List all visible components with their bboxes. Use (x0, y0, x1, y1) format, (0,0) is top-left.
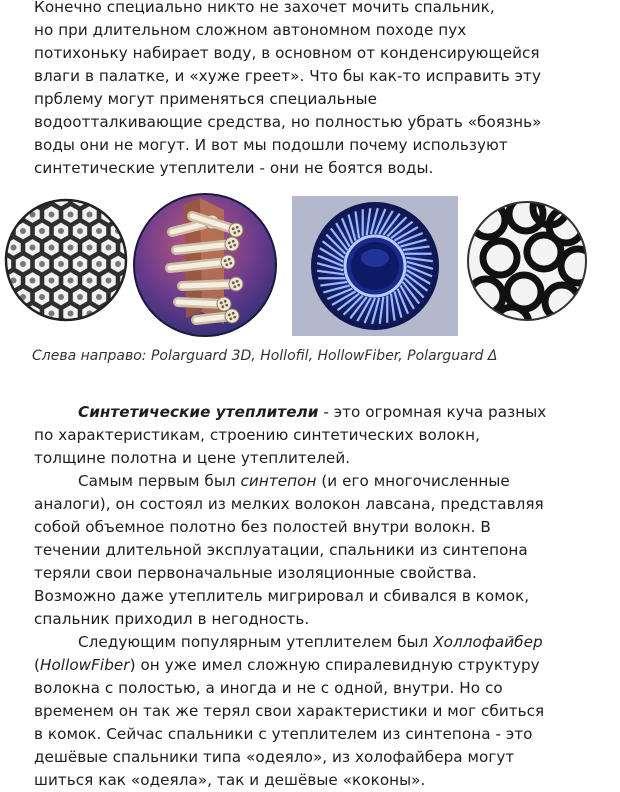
body-line: Самым первым был синтепон (и его многочисленные (34, 470, 604, 493)
intro-line: прблему могут применяться специальные (34, 88, 604, 111)
fiber-core (125, 278, 129, 284)
fiber-end (229, 223, 243, 237)
fiber-cell (119, 304, 128, 323)
fiber-cell (109, 198, 126, 208)
fiber-core (125, 311, 129, 317)
fiber-core (49, 245, 55, 251)
intro-line: но при длительном сложном автономном походе пух (34, 19, 604, 42)
fiber-core (20, 228, 26, 234)
hollowfiber-image (292, 196, 458, 336)
fiber-core (115, 198, 121, 201)
body-line: шиться как «одеяла», так и дешёвые «коконы». (34, 769, 604, 792)
body-line: течении длительной эксплуатации, спальники из синтепона (34, 539, 604, 562)
fiber-core (39, 261, 45, 267)
term-hollofiber: Холлофайбер (433, 633, 542, 651)
fiber-end (217, 297, 231, 311)
body-text (34, 401, 604, 792)
fiber-end (225, 237, 239, 251)
fiber-core (49, 278, 55, 284)
intro-paragraph (34, 0, 604, 180)
fiber-cell (5, 304, 22, 323)
fiber-core (39, 198, 45, 201)
polarguard-delta-image (466, 200, 588, 322)
intro-line: водоотталкивающие средства, но полностью убрать «боязнь» (34, 111, 604, 134)
term-synthetic-insulation: Синтетические утеплители (78, 403, 318, 421)
fiber-core (87, 245, 93, 251)
fiber-core (20, 198, 26, 201)
fiber-core (106, 311, 112, 317)
fiber-core (58, 228, 64, 234)
body-line: теряли свои первоначальные изоляционные свойства. (34, 562, 604, 585)
fiber-core (96, 198, 102, 201)
fiber-core (68, 212, 74, 218)
body-line: дешёвые спальники типа «одеяло», из холофайбера могут (34, 746, 604, 769)
body-line: Синтетические утеплители - это огромная куча разных (34, 401, 604, 424)
fiber-end (229, 277, 243, 291)
fiber-core (87, 212, 93, 218)
polarguard-3d-image (4, 198, 128, 322)
fiber-highlight (182, 284, 236, 286)
body-line: временем он так же терял свои характеристики и мог сбиться (34, 700, 604, 723)
fiber-core (106, 278, 112, 284)
fiber-core (96, 294, 102, 300)
fiber-core (4, 294, 7, 300)
body-line: по характеристикам, строению синтетических волокн, (34, 424, 604, 447)
fiber-core (96, 228, 102, 234)
hollofil-image (132, 192, 278, 338)
fiber-core (68, 278, 74, 284)
fiber-core (11, 245, 17, 251)
fiber-core (39, 228, 45, 234)
fiber-core (30, 245, 36, 251)
fiber-end (225, 309, 239, 323)
fiber-core (77, 228, 83, 234)
fiber-core (11, 212, 17, 218)
fiber-core (4, 198, 7, 201)
body-line: Возможно даже утеплитель мигрировал и сбивался в комок, (34, 585, 604, 608)
fiber-cell (14, 198, 31, 208)
body-line: спальник приходил в негодность. (34, 608, 604, 631)
intro-line: влаги в палатке, и «хуже греет». Что бы как-то исправить эту (34, 65, 604, 88)
intro-line: воды они не могут. И вот мы подошли почему используют (34, 134, 604, 157)
body-line: собой объемное полотно без полостей внутри волокн. В (34, 516, 604, 539)
fiber-cell (4, 287, 13, 307)
fiber-core (30, 278, 36, 284)
figure-caption: Слева направо: Polarguard 3D, Hollofil, HollowFiber, Polarguard Δ (32, 348, 612, 364)
body-line: (HollowFiber) он уже имел сложную спиралевидную структуру (34, 654, 604, 677)
intro-line: потихоньку набирает воду, в основном от конденсирующейся (34, 42, 604, 65)
term-sintepon: синтепон (241, 472, 317, 490)
fiber-core (87, 278, 93, 284)
intro-line: Конечно специально никто не захочет мочить спальник, (34, 0, 604, 19)
body-line: Следующим популярным утеплителем был Холлофайбер (34, 631, 604, 654)
body-line: волокна с полостью, а иногда и не с одной, внутри. Но со (34, 677, 604, 700)
fiber-core (39, 294, 45, 300)
fiber-cell (119, 205, 128, 225)
fiber-core (115, 261, 121, 267)
fiber-core (68, 245, 74, 251)
fiber-core (96, 261, 102, 267)
fiber-images-row (0, 192, 620, 342)
body-line: в комок. Сейчас спальники с утеплителем из синтепона - это (34, 723, 604, 746)
body-line: толщине полотна и цене утеплителей. (34, 447, 604, 470)
fiber-core (77, 294, 83, 300)
term-hollowfiber: HollowFiber (40, 656, 130, 674)
fiber-core (20, 261, 26, 267)
fiber-core (49, 212, 55, 218)
fiber-core (11, 311, 17, 317)
fiber-core (106, 245, 112, 251)
body-line: аналоги), он состоял из мелких волокон лавсана, представляя (34, 493, 604, 516)
fiber-core (68, 311, 74, 317)
fiber-core (4, 228, 7, 234)
fiber-core (49, 311, 55, 317)
fiber-core (58, 294, 64, 300)
intro-line: синтетические утеплители - они не боятся воды. (34, 157, 604, 180)
fiber-core (125, 212, 129, 218)
fiber-core (58, 261, 64, 267)
fiber-end (221, 255, 235, 269)
fiber-cell (4, 198, 13, 208)
fiber-core (77, 261, 83, 267)
